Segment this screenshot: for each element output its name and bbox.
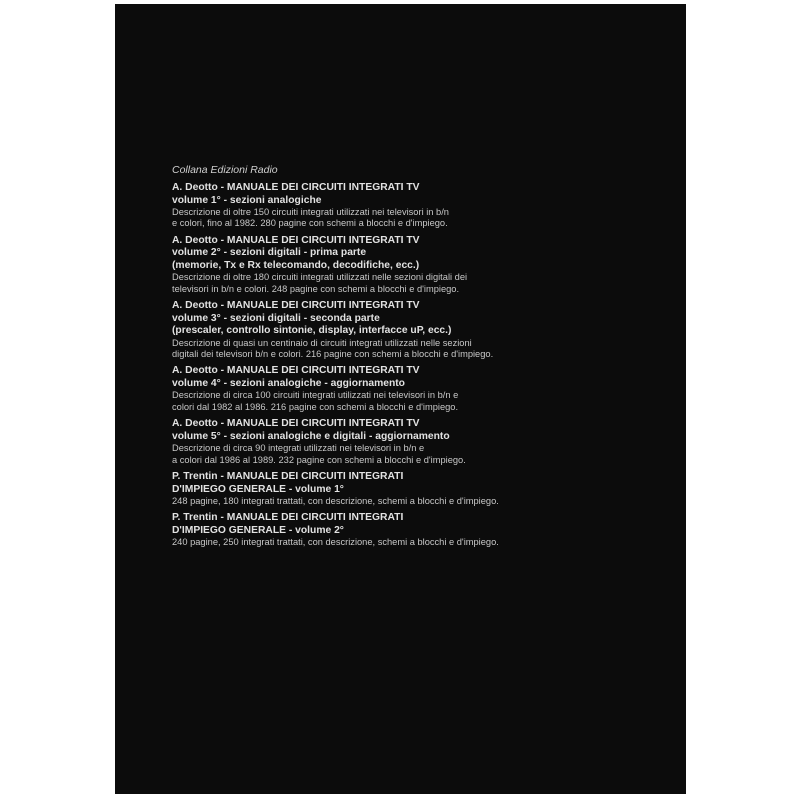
entry-description-line: Descrizione di circa 100 circuiti integrati utilizzati nei televisori in b/n e [172, 390, 459, 401]
list-item [172, 418, 672, 466]
entry-description-line: Descrizione di quasi un centinaio di circuiti integrati utilizzati nelle sezioni [172, 337, 472, 348]
entry-description-line: 248 pagine, 180 integrati trattati, con descrizione, schemi a blocchi e d'impiego. [172, 496, 499, 507]
series-label: Collana Edizioni Radio [172, 164, 278, 176]
entry-description-line: televisori in b/n e colori. 248 pagine con schemi a blocchi e d'impiego. [172, 283, 460, 294]
list-item [172, 471, 672, 507]
entry-title-line: A. Deotto - MANUALE DEI CIRCUITI INTEGRATI TV [172, 300, 420, 312]
entry-title-line: A. Deotto - MANUALE DEI CIRCUITI INTEGRATI TV [172, 182, 420, 193]
entry-title-line: D'IMPIEGO GENERALE - volume 2° [172, 524, 344, 536]
entry-description-line: a colori dal 1986 al 1989. 232 pagine con schemi a blocchi e d'impiego. [172, 454, 466, 465]
entry-title-line: P. Trentin - MANUALE DEI CIRCUITI INTEGRATI [172, 512, 404, 524]
entry-title-line: A. Deotto - MANUALE DEI CIRCUITI INTEGRATI TV [172, 234, 420, 246]
list-item [172, 182, 672, 230]
entry-title-line: volume 1° - sezioni analogiche [172, 194, 322, 206]
entry-description-line: Descrizione di circa 90 integrati utilizzati nei televisori in b/n e [172, 443, 425, 454]
entry-title-line: (prescaler, controllo sintonie, display, interfacce uP, ecc.) [172, 325, 452, 337]
entry-description-line: Descrizione di oltre 150 circuiti integrati utilizzati nei televisori in b/n [172, 207, 449, 217]
list-item [172, 300, 672, 360]
entry-title-line: (memorie, Tx e Rx telecomando, decodifiche, ecc.) [172, 259, 420, 271]
entry-title-line: volume 3° - sezioni digitali - seconda parte [172, 312, 380, 324]
entry-title-line: P. Trentin - MANUALE DEI CIRCUITI INTEGRATI [172, 471, 404, 483]
entry-description-line: colori dal 1982 al 1986. 216 pagine con schemi a blocchi e d'impiego. [172, 401, 459, 412]
entry-title-line: volume 5° - sezioni analogiche e digitali - aggiornamento [172, 430, 450, 442]
entry-description-line: Descrizione di oltre 180 circuiti integrati utilizzati nelle sezioni digitali dei [172, 272, 468, 283]
entry-title-line: volume 2° - sezioni digitali - prima parte [172, 247, 367, 259]
back-cover [115, 4, 686, 794]
list-item [172, 235, 672, 295]
entry-description-line: 240 pagine, 250 integrati trattati, con descrizione, schemi a blocchi e d'impiego. [172, 537, 499, 548]
book-list [172, 163, 672, 554]
entry-title-line: A. Deotto - MANUALE DEI CIRCUITI INTEGRATI TV [172, 418, 420, 430]
entry-title-line: D'IMPIEGO GENERALE - volume 1° [172, 483, 344, 495]
entry-title-line: A. Deotto - MANUALE DEI CIRCUITI INTEGRATI TV [172, 365, 420, 377]
list-item [172, 365, 672, 413]
entry-description-line: digitali dei televisori b/n e colori. 216 pagine con schemi a blocchi e d'impiego. [172, 349, 494, 360]
entry-title-line: volume 4° - sezioni analogiche - aggiornamento [172, 377, 405, 389]
entry-description-line: e colori, fino al 1982. 280 pagine con schemi a blocchi e d'impiego. [172, 218, 448, 229]
list-item [172, 512, 672, 548]
